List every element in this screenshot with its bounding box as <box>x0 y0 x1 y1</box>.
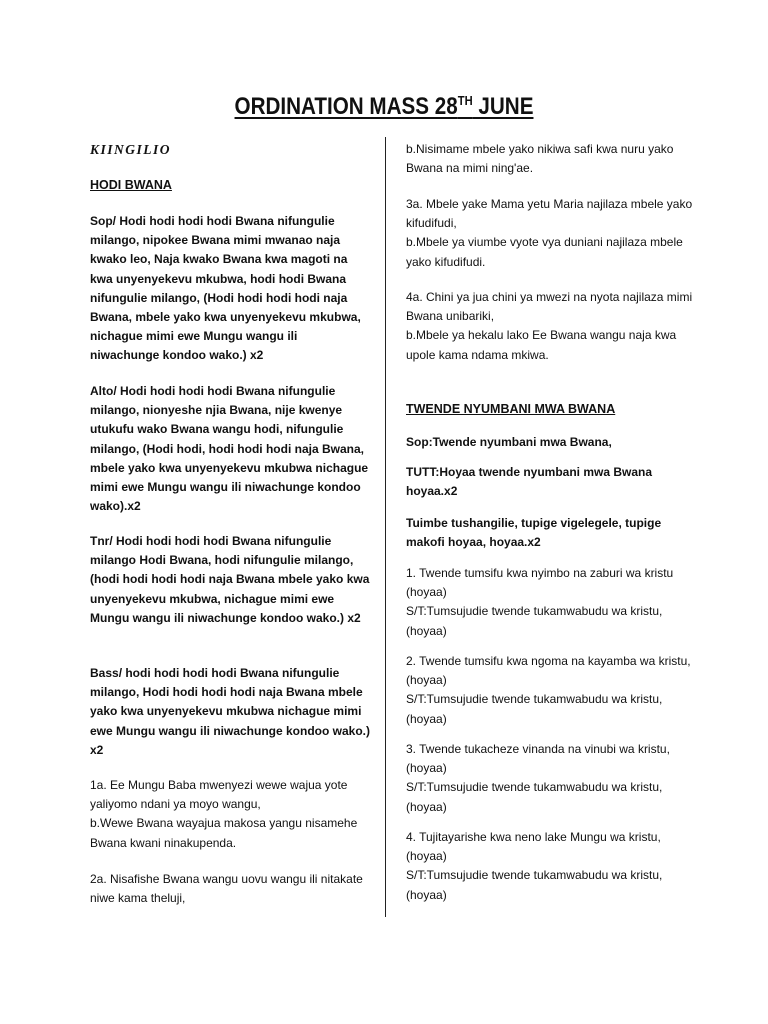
title-sup: TH <box>457 93 473 108</box>
column-divider <box>385 137 386 917</box>
verse-alto: Alto/ Hodi hodi hodi hodi Bwana nifungulie milango, nionyeshe njia Bwana, nije kwenye utukufu wako Bwana wangu hodi, nifungulie milango, (Hodi hodi, hodi hodi hodi naja Bwana, mbele yako kwa unyenyekevu mkubwa nichague mimi ewe Mungu wangu ili niwachunge kondoo wako).x2 <box>90 384 369 514</box>
stanza-t1: 1. Twende tumsifu kwa nyimbo na zaburi wa kristu (hoyaa) S/T:Tumsujudie twende tukamwabudu wa kristu,(hoyaa) <box>406 566 674 638</box>
stanza-3: 3a. Mbele yake Mama yetu Maria najilaza mbele yako kifudifudi, b.Mbele ya viumbe vyote vya duniani najilaza mbele yako kifudifudi. <box>406 197 693 269</box>
verse-bass: Bass/ hodi hodi hodi hodi Bwana nifungulie milango, Hodi hodi hodi hodi naja Bwana mbele yako kwa unyenyekevu mkubwa nichague mimi ewe Mungu wangu ili niwachunge kondoo wako.) x2 <box>90 666 371 757</box>
stanza-1: 1a. Ee Mungu Baba mwenyezi wewe wajua yote yaliyomo ndani ya moyo wangu, b.Wewe Bwana wayajua makosa yangu nisamehe Bwana kwani ninakupenda. <box>90 778 358 850</box>
line-sop: Sop:Twende nyumbani mwa Bwana, <box>406 435 612 449</box>
page-title <box>54 93 714 121</box>
title-main: ORDINATION MASS 28 <box>234 93 458 120</box>
stanza-t3: 3. Twende tukacheze vinanda na vinubi wa kristu,(hoyaa) S/T:Tumsujudie twende tukamwabudu wa kristu,(hoyaa) <box>406 742 670 814</box>
verse-tnr: Tnr/ Hodi hodi hodi hodi Bwana nifungulie milango Hodi Bwana, hodi nifungulie milango,(hodi hodi hodi hodi naja Bwana mbele yako kwa unyenyekevu mkubwa, nichague mimi ewe Mungu wangu ili niwachunge kondoo wako.) x2 <box>90 534 370 625</box>
line-tutt: TUTT:Hoyaa twende nyumbani mwa Bwana hoyaa.x2 <box>406 465 653 499</box>
stanza-2a: 2a. Nisafishe Bwana wangu uovu wangu ili nitakate niwe kama theluji, <box>90 872 363 906</box>
stanza-t4: 4. Tujitayarishe kwa neno lake Mungu wa kristu,(hoyaa) S/T:Tumsujudie twende tukamwabudu wa kristu,(hoyaa) <box>406 830 663 902</box>
stanza-4: 4a. Chini ya jua chini ya mwezi na nyota najilaza mimi Bwana unibariki, b.Mbele ya hekalu lako Ee Bwana wangu naja kwa upole kama ndama mkiwa. <box>406 290 693 362</box>
line-tuimbe: Tuimbe tushangilie, tupige vigelegele, tupige makofi hoyaa, hoyaa.x2 <box>406 516 662 550</box>
song-title-hodi-bwana: HODI BWANA <box>90 178 172 192</box>
title-end: JUNE <box>472 93 534 120</box>
verse-sop: Sop/ Hodi hodi hodi hodi Bwana nifungulie milango, nipokee Bwana mimi mwanao naja kwako leo, Naja kwako Bwana kwa magoti na kwa unyenyekevu mkubwa, hodi hodi Bwana nifungulie milango, (Hodi hodi hodi hodi naja Bwana, mbele yako kwa unyenyekevu mkubwa, nichague mimi ewe Mungu wangu ili niwachunge kondoo wako.) x2 <box>90 214 361 363</box>
section-kiingilio: KIINGILIO <box>90 142 172 157</box>
stanza-t2: 2. Twende tumsifu kwa ngoma na kayamba wa kristu,(hoyaa) S/T:Tumsujudie twende tukamwabudu wa kristu,(hoyaa) <box>406 654 691 726</box>
song-title-twende: TWENDE NYUMBANI MWA BWANA <box>406 402 616 416</box>
stanza-2b: b.Nisimame mbele yako nikiwa safi kwa nuru yako Bwana na mimi ning'ae. <box>406 142 674 176</box>
